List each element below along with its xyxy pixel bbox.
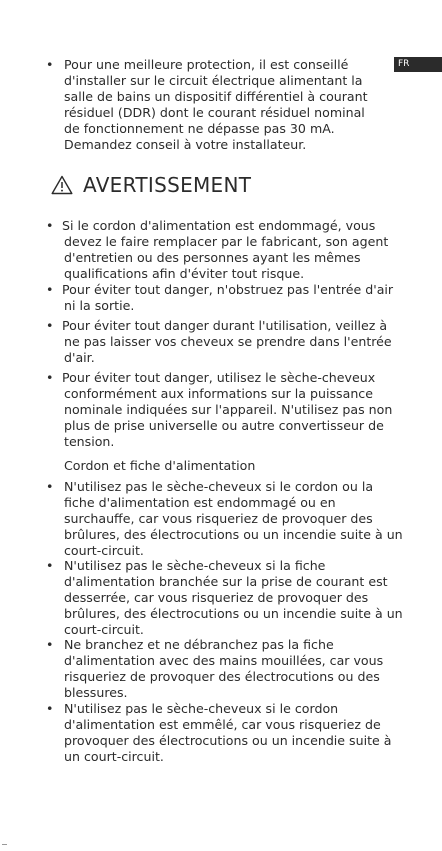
warning-line: ne pas laisser vos cheveux se prendre dans l'entrée (64, 334, 392, 349)
warning-item (62, 218, 388, 282)
warning-line: Pour éviter tout danger, n'obstruez pas l'entrée d'air (62, 282, 394, 297)
warning-line: d'air. (64, 350, 95, 365)
cord-line: d'alimentation est emmêlé, car vous risqueriez de (64, 717, 381, 732)
warning-line: nominale indiquées sur l'appareil. N'utilisez pas non (64, 402, 393, 417)
cord-line: court-circuit. (64, 622, 144, 637)
cord-item (64, 479, 403, 559)
bullet-icon: • (46, 479, 54, 494)
intro-line: de fonctionnement ne dépasse pas 30 mA. (64, 121, 335, 136)
cord-item (64, 701, 392, 765)
warning-line: d'entretien ou des personnes ayant les mêmes (64, 250, 361, 265)
intro-line: Pour une meilleure protection, il est conseillé (64, 57, 349, 72)
cord-line: brûlures, des électrocutions ou un incendie suite à un (64, 606, 403, 621)
cord-line: N'utilisez pas le sèche-cheveux si le cordon (64, 701, 339, 716)
cord-line: surchauffe, car vous risqueriez de provoquer des (64, 511, 373, 526)
warning-line: Si le cordon d'alimentation est endommagé, vous (62, 218, 376, 233)
warning-line: Pour éviter tout danger durant l'utilisation, veillez à (62, 318, 388, 333)
bullet-icon: • (46, 57, 54, 72)
warning-item (62, 318, 392, 366)
warning-line: Pour éviter tout danger, utilisez le sèche-cheveux (62, 370, 376, 385)
bullet-icon: • (46, 558, 54, 573)
intro-line: d'installer sur le circuit électrique alimentant la (64, 73, 363, 88)
bullet-icon: • (46, 318, 54, 333)
cord-line: risqueriez de provoquer des électrocutions ou des (64, 669, 380, 684)
warning-line: qualifications afin d'éviter tout risque. (64, 266, 305, 281)
intro-line: résiduel (DDR) dont le courant résiduel nominal (64, 105, 365, 120)
bullet-icon: • (46, 370, 54, 385)
page-edge-mark (2, 844, 7, 845)
cord-line: blessures. (64, 685, 128, 700)
warning-title: AVERTISSEMENT (83, 173, 252, 197)
section-heading: Cordon et fiche d'alimentation (64, 458, 256, 473)
warning-item (62, 282, 393, 314)
warning-line: conformément aux informations sur la puissance (64, 386, 373, 401)
cord-line: d'alimentation avec des mains mouillées, car vous (64, 653, 384, 668)
cord-line: N'utilisez pas le sèche-cheveux si la fiche (64, 558, 326, 573)
cord-line: d'alimentation branchée sur la prise de courant est (64, 574, 388, 589)
intro-item (64, 57, 368, 153)
warning-line: plus de prise universelle ou autre convertisseur de (64, 418, 384, 433)
cord-line: un court-circuit. (64, 749, 164, 764)
intro-line: Demandez conseil à votre installateur. (64, 137, 307, 152)
cord-line: brûlures, des électrocutions ou un incendie suite à un (64, 527, 403, 542)
bullet-icon: • (46, 701, 54, 716)
cord-item (64, 637, 383, 701)
cord-line: N'utilisez pas le sèche-cheveux si le cordon ou la (64, 479, 374, 494)
cord-line: desserrée, car vous risqueriez de provoquer des (64, 590, 369, 605)
warning-item (62, 370, 392, 450)
language-tab: FR (394, 57, 442, 72)
intro-line: salle de bains un dispositif différentiel à courant (64, 89, 368, 104)
warning-line: tension. (64, 434, 115, 449)
cord-line: Ne branchez et ne débranchez pas la fiche (64, 637, 334, 652)
bullet-icon: • (46, 282, 54, 297)
warning-heading (51, 172, 251, 198)
warning-triangle-icon (51, 175, 73, 195)
cord-line: provoquer des électrocutions ou un incendie suite à (64, 733, 392, 748)
bullet-icon: • (46, 637, 54, 652)
cord-line: court-circuit. (64, 543, 144, 558)
cord-line: fiche d'alimentation est endommagé ou en (64, 495, 336, 510)
warning-line: ni la sortie. (64, 298, 135, 313)
warning-line: devez le faire remplacer par le fabricant, son agent (64, 234, 389, 249)
cord-item (64, 558, 403, 638)
bullet-icon: • (46, 218, 54, 233)
